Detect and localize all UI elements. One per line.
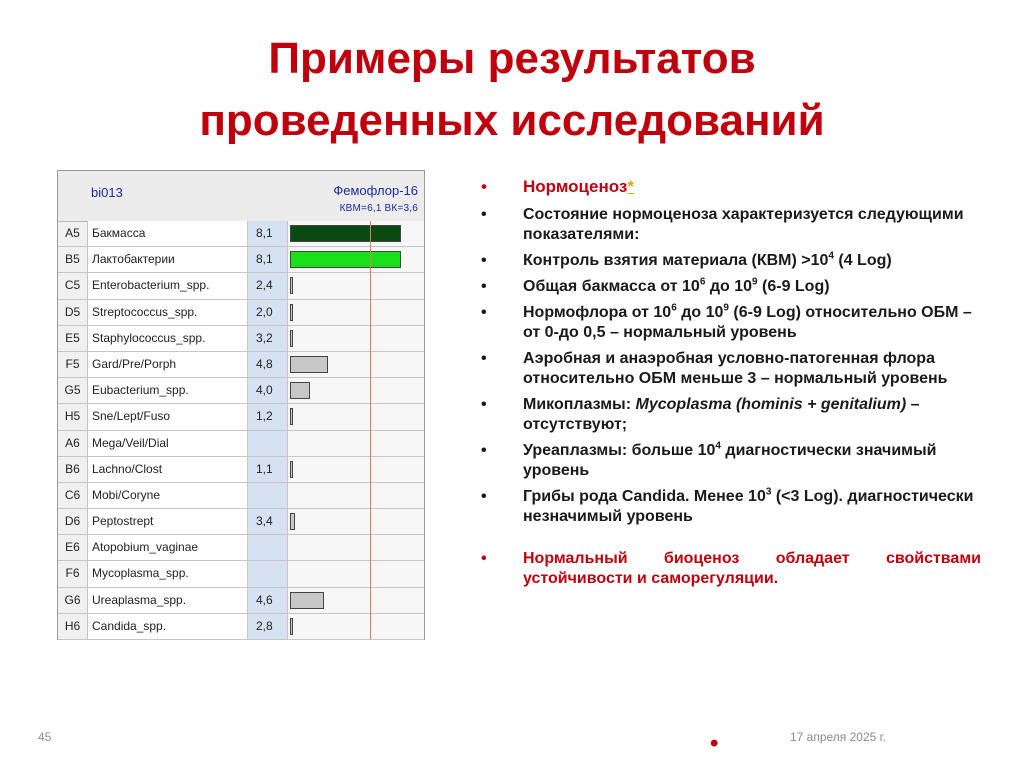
row-bar <box>290 356 328 373</box>
bullet-dot: • <box>481 350 487 367</box>
bullet-text: Состояние нормоценоза характеризуется следующими показателями: <box>523 206 964 243</box>
row-bar-cell <box>288 247 424 272</box>
row-bar <box>290 408 293 425</box>
row-name: Gard/Pre/Porph <box>88 352 248 377</box>
row-code: F6 <box>58 561 88 586</box>
row-code: C5 <box>58 273 88 298</box>
row-bar-cell <box>288 378 424 403</box>
row-bar-cell <box>288 483 424 508</box>
bullet-text-italic: Mycoplasma (hominis + genitalium) <box>635 396 907 413</box>
row-name: Бакмасса <box>88 221 248 246</box>
bullet-dot: • <box>481 488 487 505</box>
row-bar-cell <box>288 457 424 482</box>
row-bar-cell <box>288 404 424 429</box>
bullet-normoflora <box>481 303 981 343</box>
row-code: G5 <box>58 378 88 403</box>
superscript: 3 <box>765 486 772 498</box>
row-name: Enterobacterium_spp. <box>88 273 248 298</box>
row-bar <box>290 592 324 609</box>
bullet-text: диагностически значимый уровень <box>523 442 937 479</box>
row-name: Lachno/Clost <box>88 457 248 482</box>
row-bar <box>290 304 293 321</box>
row-code: B5 <box>58 247 88 272</box>
bullet-dot: • <box>481 550 487 567</box>
row-bar-cell <box>288 509 424 534</box>
bullet-aerobic <box>481 349 981 389</box>
bullet-text: (6-9 Log) <box>757 278 830 295</box>
row-name: Peptostrept <box>88 509 248 534</box>
row-name: Atopobium_vaginae <box>88 535 248 560</box>
bullet-candida <box>481 487 981 527</box>
bullet-text: (6-9 Log) относительно ОБМ – от 0-до 0,5 – нормальный уровень <box>523 304 972 341</box>
title-line-1: Примеры результатов <box>268 34 756 83</box>
row-value: 4,6 <box>248 588 288 613</box>
row-value <box>248 561 288 586</box>
bullet-text: Уреаплазмы: больше 10 <box>523 442 716 459</box>
normocenosis-heading: Нормоценоз <box>523 177 628 196</box>
row-bar-cell <box>288 273 424 298</box>
row-code: G6 <box>58 588 88 613</box>
row-value: 4,8 <box>248 352 288 377</box>
row-bar-cell <box>288 588 424 613</box>
bullet-text: Микоплазмы: <box>523 396 636 413</box>
bullet-dot: • <box>481 206 487 223</box>
bullet-text: (4 Log) <box>833 252 892 269</box>
row-value: 8,1 <box>248 247 288 272</box>
row-bar-cell <box>288 431 424 456</box>
bullet-state <box>481 205 981 245</box>
row-bar-cell <box>288 614 424 639</box>
bullet-text: (<3 Log). диагностически незначимый уровень <box>523 488 974 525</box>
bullet-normocenosis <box>481 177 981 197</box>
bullet-text: до 10 <box>705 278 752 295</box>
row-bar <box>290 461 293 478</box>
row-value: 4,0 <box>248 378 288 403</box>
lab-report-panel <box>57 170 425 640</box>
report-test-name: Фемофлор-16 <box>333 183 418 198</box>
bullet-text: Общая бакмасса от 10 <box>523 278 700 295</box>
row-bar <box>290 618 293 635</box>
superscript: 6 <box>671 302 677 314</box>
superscript: 6 <box>699 276 706 288</box>
row-code: F5 <box>58 352 88 377</box>
slide-number: 45 <box>38 730 52 744</box>
row-name: Mobi/Coryne <box>88 483 248 508</box>
superscript: 9 <box>752 276 758 288</box>
row-bar <box>290 277 293 294</box>
row-code: A6 <box>58 431 88 456</box>
slide-date: 17 апреля 2025 г. <box>790 730 886 744</box>
bullet-kvm <box>481 251 981 271</box>
row-bar <box>290 225 401 242</box>
row-code: B6 <box>58 457 88 482</box>
bullet-text: – отсутствуют; <box>523 396 920 433</box>
reference-marker-line <box>370 221 371 639</box>
row-value: 8,1 <box>248 221 288 246</box>
slide-title <box>0 28 1024 152</box>
bullet-dot: • <box>481 177 487 196</box>
row-code: C6 <box>58 483 88 508</box>
row-value <box>248 483 288 508</box>
bullet-mycoplasma <box>481 395 981 435</box>
row-value <box>248 535 288 560</box>
bullet-ureaplasma <box>481 441 981 481</box>
conclusion-text: Нормальный биоценоз обладает свойствами устойчивости и саморегуляции. <box>523 550 981 587</box>
asterisk-icon: * <box>627 177 634 196</box>
bullet-text: Контроль взятия материала (КВМ) >10 <box>523 252 829 269</box>
row-value <box>248 431 288 456</box>
row-code: D5 <box>58 300 88 325</box>
row-value: 1,2 <box>248 404 288 429</box>
row-bar <box>290 382 310 399</box>
superscript: 4 <box>715 440 721 452</box>
bullet-dot: • <box>481 442 487 459</box>
row-bar-cell <box>288 221 424 246</box>
row-code: H6 <box>58 614 88 639</box>
row-name: Streptococcus_spp. <box>88 300 248 325</box>
bullet-text: до 10 <box>676 304 724 321</box>
bullet-text: Грибы рода Candida. Менее 10 <box>523 488 766 505</box>
bullet-dot: • <box>481 278 487 295</box>
report-header <box>58 171 424 222</box>
row-value: 1,1 <box>248 457 288 482</box>
row-value: 3,2 <box>248 326 288 351</box>
bullet-list <box>481 177 981 595</box>
row-value: 2,0 <box>248 300 288 325</box>
superscript: 9 <box>723 302 729 314</box>
bullet-text: Аэробная и анаэробная условно-патогенная флора относительно ОБМ меньше 3 – нормальный уровень <box>523 350 948 387</box>
bullet-total-mass <box>481 277 981 297</box>
row-value: 2,8 <box>248 614 288 639</box>
row-code: E5 <box>58 326 88 351</box>
row-code: D6 <box>58 509 88 534</box>
row-name: Лактобактерии <box>88 247 248 272</box>
row-bar <box>290 513 295 530</box>
bullet-dot: • <box>481 304 487 321</box>
row-bar-cell <box>288 352 424 377</box>
row-code: A5 <box>58 221 88 246</box>
row-name: Mega/Veil/Dial <box>88 431 248 456</box>
row-bar-cell <box>288 326 424 351</box>
bullet-dot: • <box>481 252 487 269</box>
bullet-dot: • <box>481 396 487 413</box>
row-name: Ureaplasma_spp. <box>88 588 248 613</box>
row-bar <box>290 330 293 347</box>
row-name: Mycoplasma_spp. <box>88 561 248 586</box>
bullet-text: Нормофлора от 10 <box>523 304 672 321</box>
row-name: Candida_spp. <box>88 614 248 639</box>
report-kvm-info: КВМ=6,1 ВК=3,6 <box>339 203 418 214</box>
row-value: 2,4 <box>248 273 288 298</box>
row-code: E6 <box>58 535 88 560</box>
red-dot: • <box>710 730 719 757</box>
report-id: bi013 <box>91 185 123 200</box>
row-code: H5 <box>58 404 88 429</box>
row-name: Sne/Lept/Fuso <box>88 404 248 429</box>
row-bar-cell <box>288 561 424 586</box>
title-line-2: проведенных исследований <box>199 96 825 145</box>
row-name: Eubacterium_spp. <box>88 378 248 403</box>
row-value: 3,4 <box>248 509 288 534</box>
row-bar-cell <box>288 535 424 560</box>
row-bar-cell <box>288 300 424 325</box>
row-name: Staphylococcus_spp. <box>88 326 248 351</box>
row-bar <box>290 251 401 268</box>
superscript: 4 <box>828 250 834 262</box>
bullet-conclusion <box>481 549 981 589</box>
